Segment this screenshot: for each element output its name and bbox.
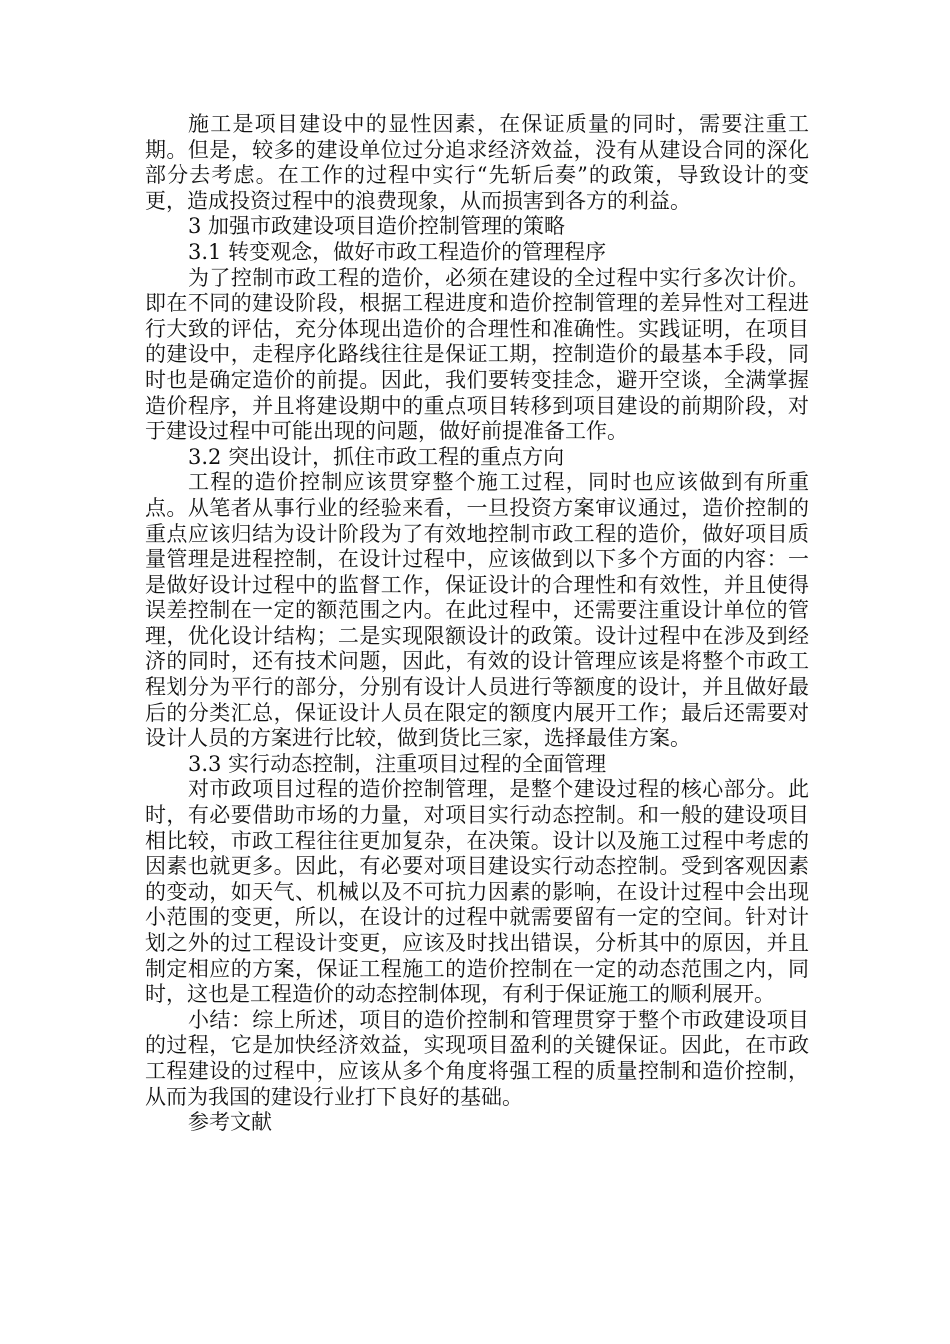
paragraph-construction-period: 施工是项目建设中的显性因素，在保证质量的同时，需要注重工期。但是，较多的建设单位过分追求经济效益，没有从建设合同的深化部分去考虑。在工作的过程中实行“先斩后奏”的政策，导致设计的变更，造成投资过程中的浪费现象，从而损害到各方的利益。 xyxy=(145,112,809,213)
references-heading: 参考文献 xyxy=(188,1110,272,1135)
paragraph-3-1: 为了控制市政工程的造价，必须在建设的全过程中实行多次计价。即在不同的建设阶段，根据工程进度和造价控制管理的差异性对工程进行大致的评估，充分体现出造价的合理性和准确性。实践证明，在项目的建设中，走程序化路线往往是保证工期，控制造价的最基本手段，同时也是确定造价的前提。因此，我们要转变挂念，避开空谈，全满掌握造价程序，并且将建设期中的重点项目转移到项目建设的前期阶段，对于建设过程中可能出现的问题，做好前提准备工作。 xyxy=(145,265,809,444)
subsection-heading-3-1: 3.1 转变观念，做好市政工程造价的管理程序 xyxy=(188,239,607,264)
section-heading-3: 3 加强市政建设项目造价控制管理的策略 xyxy=(188,214,566,239)
subsection-heading-3-3: 3.3 实行动态控制，注重项目过程的全面管理 xyxy=(188,751,607,776)
paragraph-3-3: 对市政项目过程的造价控制管理，是整个建设过程的核心部分。此时，有必要借助市场的力量，对项目实行动态控制。和一般的建设项目相比较，市政工程往往更加复杂，在决策。设计以及施工过程中考虑的因素也就更多。因此，有必要对项目建设实行动态控制。受到客观因素的变动，如天气、机械以及不可抗力因素的影响，在设计过程中会出现小范围的变更，所以，在设计的过程中就需要留有一定的空间。针对计划之外的过工程设计变更，应该及时找出错误，分析其中的原因，并且制定相应的方案，保证工程施工的造价控制在一定的动态范围之内，同时，这也是工程造价的动态控制体现，有利于保证施工的顺利展开。 xyxy=(145,777,809,1007)
document-page xyxy=(145,112,809,1136)
paragraph-3-2: 工程的造价控制应该贯穿整个施工过程，同时也应该做到有所重点。从笔者从事行业的经验来看，一旦投资方案审议通过，造价控制的重点应该归结为设计阶段为了有效地控制市政工程的造价，做好项目质量管理是进程控制，在设计过程中，应该做到以下多个方面的内容：一是做好设计过程中的监督工作，保证设计的合理性和有效性，并且使得误差控制在一定的额范围之内。在此过程中，还需要注重设计单位的管理，优化设计结构；二是实现限额设计的政策。设计过程中在涉及到经济的同时，还有技术问题，因此，有效的设计管理应该是将整个市政工程划分为平行的部分，分别有设计人员进行等额度的设计，并且做好最后的分类汇总，保证设计人员在限定的额度内展开工作；最后还需要对设计人员的方案进行比较，做到货比三家，选择最佳方案。 xyxy=(145,470,809,751)
paragraph-summary: 小结：综上所述，项目的造价控制和管理贯穿于整个市政建设项目的过程，它是加快经济效益，实现项目盈利的关键保证。因此，在市政工程建设的过程中，应该从多个角度将强工程的质量控制和造价控制，从而为我国的建设行业打下良好的基础。 xyxy=(145,1007,809,1109)
subsection-heading-3-2: 3.2 突出设计，抓住市政工程的重点方向 xyxy=(188,444,565,469)
